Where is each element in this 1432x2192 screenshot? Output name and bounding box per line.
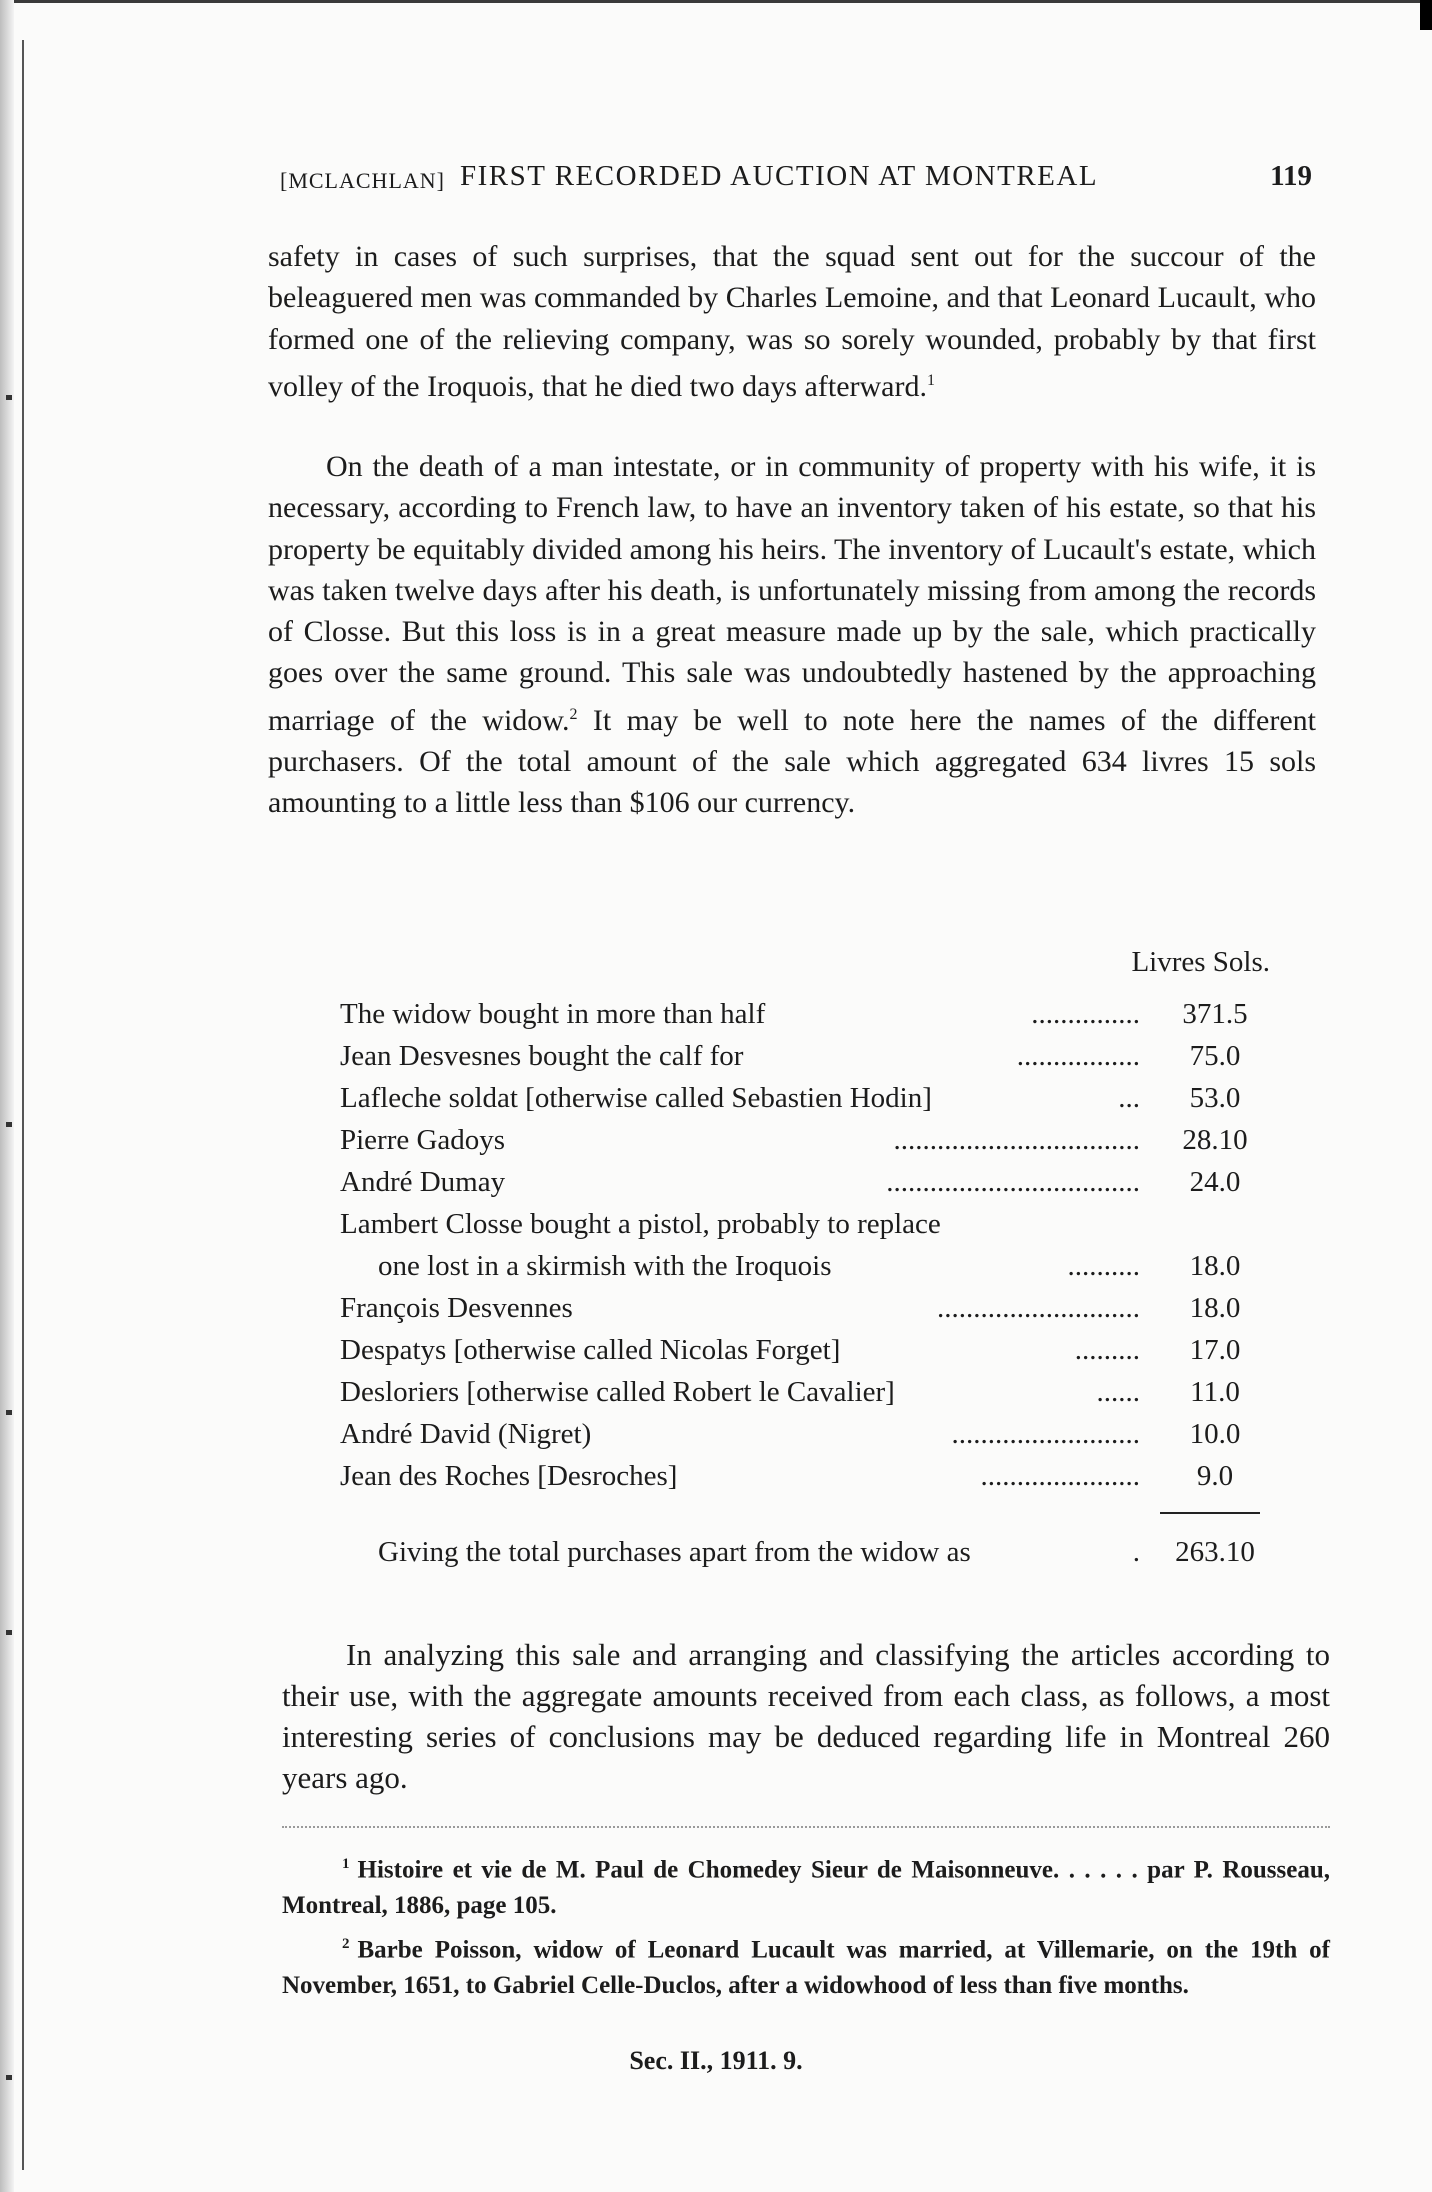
row-label: Despatys [otherwise called Nicolas Forget] xyxy=(340,1334,841,1366)
page-number: 119 xyxy=(1270,160,1312,192)
leader-dots: .......................... xyxy=(951,1418,1140,1450)
footnote-separator xyxy=(282,1826,1330,1829)
binding-line xyxy=(22,40,24,2170)
total-label: Giving the total purchases apart from the widow as xyxy=(378,1536,971,1568)
leader-dots: ................. xyxy=(1016,1040,1140,1072)
table-row xyxy=(340,1124,1270,1166)
footnote-ref-2: 2 xyxy=(569,705,578,723)
leader-dots: .......... xyxy=(1067,1250,1140,1282)
leader-dots: ......... xyxy=(1074,1334,1140,1366)
table-row xyxy=(340,1250,1270,1292)
row-label: one lost in a skirmish with the Iroquois xyxy=(378,1250,832,1282)
total-rule xyxy=(1160,1512,1260,1514)
leader-dots: ... xyxy=(1118,1082,1140,1114)
table-row xyxy=(340,1040,1270,1082)
signature-mark: Sec. II., 1911. 9. xyxy=(629,2046,803,2075)
leader-dots: . xyxy=(1132,1536,1140,1568)
footnote-1 xyxy=(282,1846,1330,1924)
paragraph-1 xyxy=(268,236,1316,407)
table-header: Livres Sols. xyxy=(1131,946,1270,978)
table-row xyxy=(340,1292,1270,1334)
footnote-2-mark: 2 xyxy=(342,1936,350,1952)
footnote-1-mark: 1 xyxy=(342,1856,350,1872)
row-value: 28.10 xyxy=(1182,1124,1248,1156)
row-label: André David (Nigret) xyxy=(340,1418,592,1450)
row-label: Pierre Gadoys xyxy=(340,1124,506,1156)
row-value: 17.0 xyxy=(1189,1334,1241,1366)
table-row xyxy=(340,998,1270,1040)
row-label: André Dumay xyxy=(340,1166,506,1198)
row-label: Jean Desvesnes bought the calf for xyxy=(340,1040,744,1072)
row-label: Lafleche soldat [otherwise called Sebastien Hodin] xyxy=(340,1082,932,1114)
table-row xyxy=(340,1082,1270,1124)
table-row xyxy=(340,1208,1270,1250)
running-head xyxy=(280,160,1312,200)
table-row xyxy=(340,1334,1270,1376)
running-head-title: FIRST RECORDED AUCTION AT MONTREAL xyxy=(460,160,1099,192)
margin-mark xyxy=(6,1630,12,1635)
scan-corner-mark xyxy=(1420,0,1432,30)
leader-dots: ...... xyxy=(1096,1376,1140,1408)
leader-dots: ...................... xyxy=(980,1460,1140,1492)
footnote-1-text: Histoire et vie de M. Paul de Chomedey Sieur de Maisonneuve. . . . . . par P. Rousseau, Montreal, 1886, page 105. xyxy=(282,1856,1330,1920)
footnote-ref-1: 1 xyxy=(926,371,935,389)
margin-mark xyxy=(6,1410,12,1415)
row-label: Lambert Closse bought a pistol, probably to replace xyxy=(340,1208,941,1240)
row-value: 18.0 xyxy=(1189,1250,1241,1282)
row-label: François Desvennes xyxy=(340,1292,573,1324)
paragraph-3: In analyzing this sale and arranging and classifying the articles according to their use, with the aggregate amounts received from each class, as follows, a most interesting series of conclusions may be deduced regarding life in Montreal 260 years ago. xyxy=(282,1637,1330,1795)
row-value: 75.0 xyxy=(1189,1040,1241,1072)
row-label: Jean des Roches [Desroches] xyxy=(340,1460,678,1492)
row-value: 10.0 xyxy=(1189,1418,1241,1450)
footnote-2-text: Barbe Poisson, widow of Leonard Lucault was married, at Villemarie, on the 19th of November, 1651, to Gabriel Celle-Duclos, after a widowhood of less than five months. xyxy=(282,1936,1330,2000)
leader-dots: ............................ xyxy=(937,1292,1140,1324)
row-value: 53.0 xyxy=(1189,1082,1241,1114)
paragraph-2-text-b: It may be well to note here the names of the different purchasers. Of the total amount of the sale which aggregated 634 livres 15 sols amounting to a little less than $106 our currency. xyxy=(268,703,1316,820)
row-value: 24.0 xyxy=(1189,1166,1241,1198)
total-row xyxy=(340,1536,1270,1578)
row-value: 371.5 xyxy=(1182,998,1248,1030)
paragraph-2-text-a: On the death of a man intestate, or in community of property with his wife, it is necessary, according to French law, to have an inventory taken of his estate, so that his property be equitably divided among his heirs. The inventory of Lucault's estate, which was taken twelve days after his death, is unfortunately missing from among the records of Closse. But this loss is in a great measure made up by the sale, which practically goes over the same ground. This sale was undoubtedly hastened by the approaching marriage of the widow. xyxy=(268,450,1316,737)
paragraph-1-text: safety in cases of such surprises, that the squad sent out for the succour of the beleaguered men was commanded by Charles Lemoine, and that Leonard Lucault, who formed one of the relieving company, was so sorely wounded, probably by that first volley of the Iroquois, that he died two days afterward. xyxy=(268,240,1316,403)
table-row xyxy=(340,1166,1270,1208)
scan-top-edge xyxy=(0,0,1432,3)
scan-left-margin xyxy=(0,0,14,2192)
margin-mark xyxy=(6,1122,12,1127)
total-value: 263.10 xyxy=(1175,1536,1255,1568)
row-value: 18.0 xyxy=(1189,1292,1241,1324)
leader-dots: ............... xyxy=(1031,998,1140,1030)
row-value: 9.0 xyxy=(1196,1460,1234,1492)
paragraph-2 xyxy=(268,446,1316,824)
leader-dots: ................................... xyxy=(886,1166,1140,1198)
table-row xyxy=(340,1460,1270,1502)
table-row xyxy=(340,1418,1270,1460)
row-label: The widow bought in more than half xyxy=(340,998,766,1030)
margin-mark xyxy=(6,395,12,400)
row-value: 11.0 xyxy=(1190,1376,1240,1408)
table-row xyxy=(340,1376,1270,1418)
leader-dots: .................................. xyxy=(893,1124,1140,1156)
row-label: Desloriers [otherwise called Robert le Cavalier] xyxy=(340,1376,895,1408)
footnote-2 xyxy=(282,1926,1330,2004)
running-head-author: [MCLACHLAN] xyxy=(280,168,445,193)
